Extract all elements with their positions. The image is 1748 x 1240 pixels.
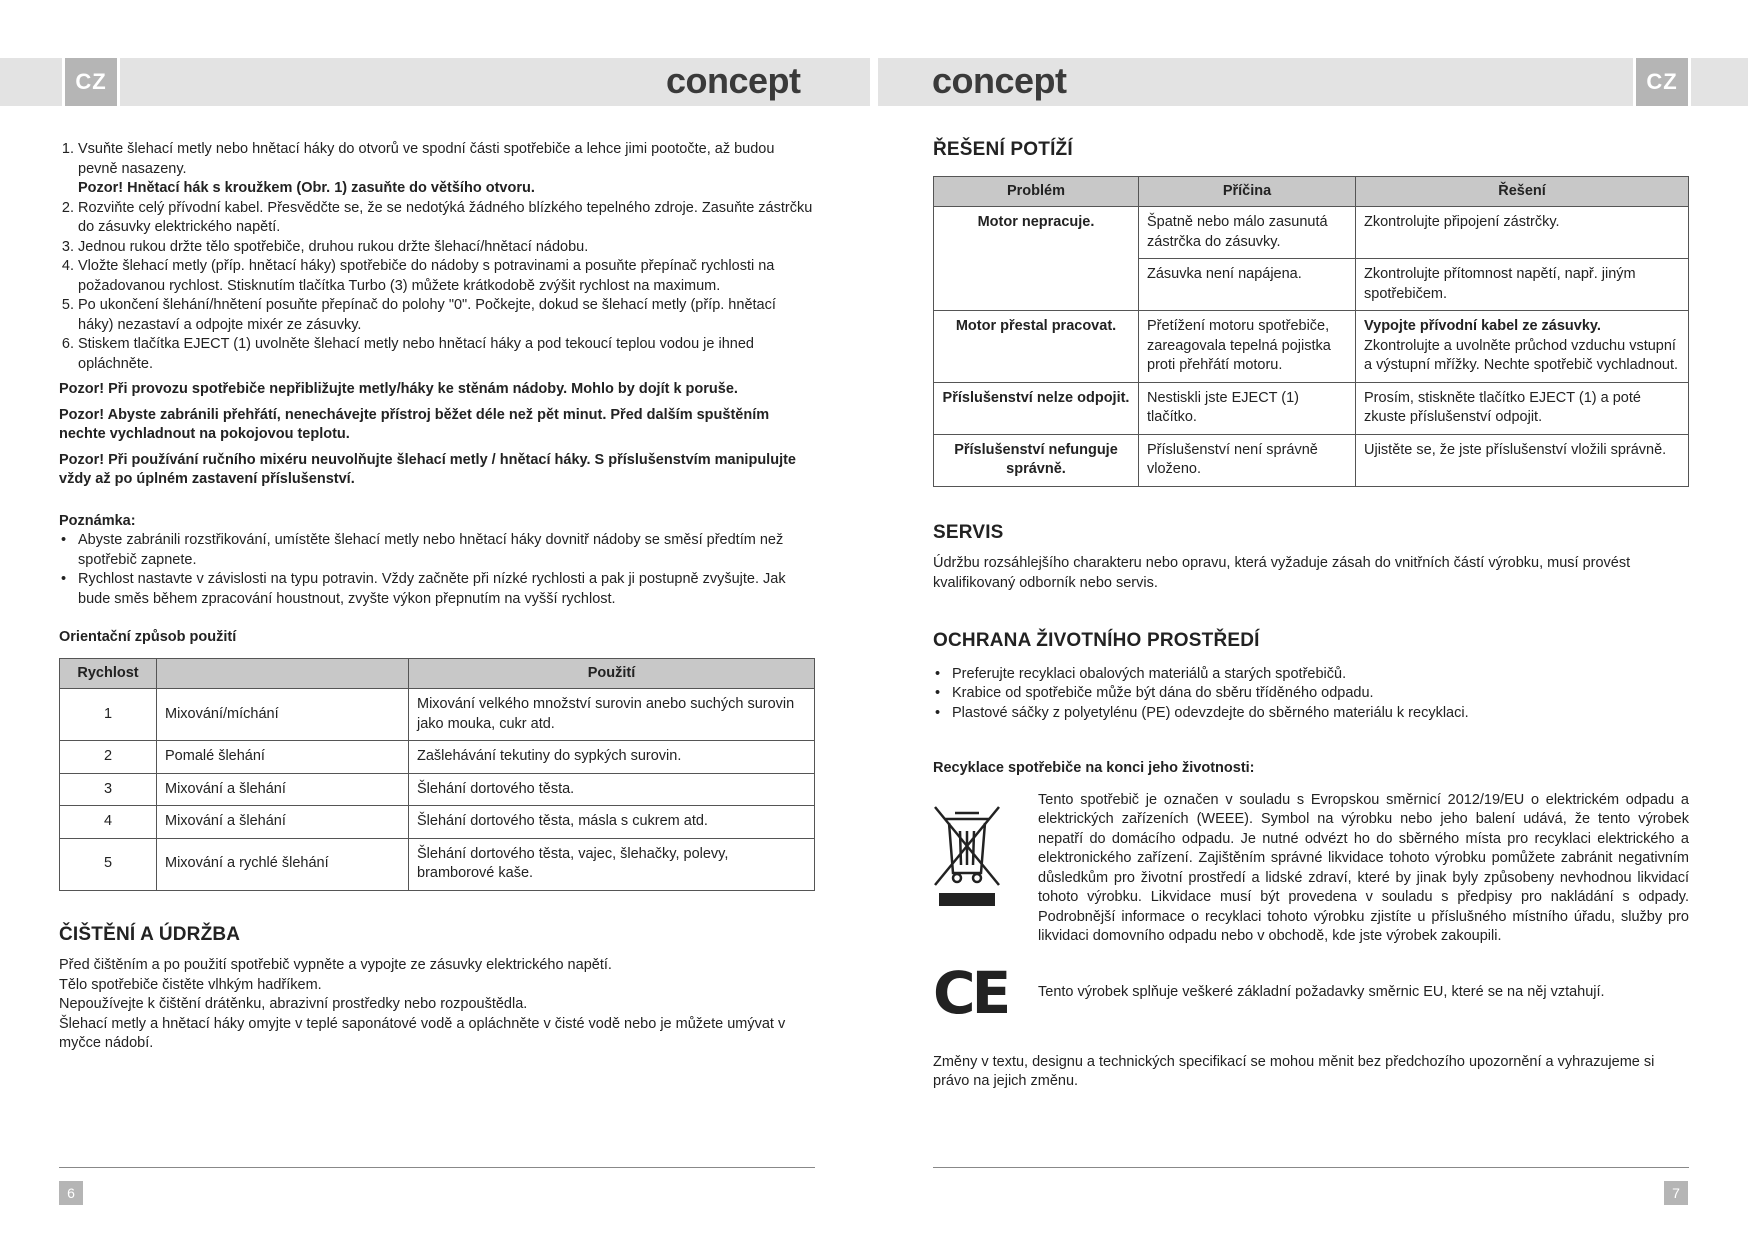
step-item: 5. Po ukončení šlehání/hnětení posuňte přepínač do polohy "0". Počkejte, dokud se šlehací metly (příp. hnětací háky) nezastaví a odpojte mixér ze zásuvky. [78,296,815,335]
ce-block [933,958,1689,1027]
table-row: Příslušenství nefunguje správně. Příslušenství není správně vloženo. Ujistěte se, že jste příslušenství vložili správně. [934,434,1689,486]
table-row: 5 Mixování a rychlé šlehání Šlehání dortového těsta, vajec, šlehačky, polevy, bramborové kaše. [60,838,815,890]
recycle-title: Recyklace spotřebiče na konci jeho životnosti: [933,760,1255,776]
warning-text: Pozor! Při provozu spotřebiče nepřibližujte metly/háky ke stěnám nádoby. Mohlo by dojít k poruše. [59,381,738,397]
environment-list [933,665,1689,724]
usage-title: Orientační způsob použití [59,629,237,645]
left-page [59,140,815,1054]
language-badge-right: CZ [1633,58,1691,106]
note-item: • Rychlost nastavte v závislosti na typu potravin. Vždy začněte při nízké rychlosti a pak ji postupně zvyšujte. Jak bude směs během zpracování houstnout, zvyšte výkon přepnutím na vyšší rychlost. [78,570,815,609]
cleaning-text: Před čištěním a po použití spotřebič vypněte a vypojte ze zásuvky elektrického napětí. Tělo spotřebiče čistěte vlhkým hadříkem. Nepoužívejte k čištění drátěnku, abrazivní prostředky nebo rozpouštědla. Šlehací metly a hnětací háky omyjte v teplé saponátové vodě a opláchněte v čisté vodě nebo je můžete umývat v myčce nádobí. [59,957,786,1051]
brand-logo-right: concept [932,60,1067,101]
ce-mark-icon: CE [933,958,1008,1027]
table-row: Příslušenství nelze odpojit. Nestiskli jste EJECT (1) tlačítko. Prosím, stiskněte tlačítko EJECT (1) a poté zkuste příslušenství odpojit. [934,382,1689,434]
step-item: 3. Jednou rukou držte tělo spotřebiče, druhou rukou držte šlehací/hnětací nádobu. [78,238,815,258]
page-number-left: 6 [59,1181,83,1205]
table-header: Příčina [1139,176,1356,207]
table-row: Motor přestal pracovat. Přetížení motoru spotřebiče, zareagovala tepelná pojistka proti přehřátí motoru. Vypojte přívodní kabel ze zásuvky. Zkontrolujte a uvolněte průchod vzduchu vstupní a výstupní mřížky. Nechte spotřebič vychladnout. [934,311,1689,383]
language-badge-left: CZ [62,58,120,106]
instruction-steps [59,140,815,374]
section-title-troubleshooting: ŘEŠENÍ POTÍŽÍ [933,139,1073,160]
section-title-cleaning: ČIŠTĚNÍ A ÚDRŽBA [59,923,241,945]
section-title-service: SERVIS [933,521,1004,543]
section-title-environment: OCHRANA ŽIVOTNÍHO PROSTŘEDÍ [933,630,1260,651]
step-note: Pozor! Hnětací hák s kroužkem (Obr. 1) zasuňte do většího otvoru. [78,180,535,196]
table-header: Problém [934,176,1139,207]
table-header: Rychlost [60,658,157,689]
list-item: • Preferujte recyklaci obalových materiálů a starých spotřebičů. [952,665,1689,685]
table-row: 3 Mixování a šlehání Šlehání dortového těsta. [60,773,815,806]
table-row: Zásuvka není napájena. Zkontrolujte přítomnost napětí, např. jiným spotřebičem. [934,259,1689,311]
list-item: • Plastové sáčky z polyetylénu (PE) odevzdejte do sběrného materiálu k recyklaci. [952,704,1689,724]
weee-bin-icon [933,791,1038,947]
right-page [933,140,1689,1092]
weee-text: Tento spotřebič je označen v souladu s Evropskou směrnicí 2012/19/EU o elektrickém odpadu a elektrických zařízeních (WEEE). Symbol na výrobku nebo jeho balení udává, že tento výrobek nepatří do domácího odpadu. Je nutné odvézt ho do sběrného místa pro recyklaci elektrického a elektronického zařízení. Zajištěním správné likvidace tohoto výrobku pomůžete zabránit negativním důsledkům pro životní prostředí a lidské zdraví, které by jinak byly způsobeny nevhodnou likvidací tohoto výrobku. Likvidace musí být provedena v souladu s předpisy pro nakládání s odpady. Podrobnější informace o recyklaci tohoto výrobku zjistíte u příslušného místního úřadu, služby pro likvidaci domovního odpadu nebo v obchodě, kde jste výrobek zakoupili. [1038,791,1689,944]
table-row: 1 Mixování/míchání Mixování velkého množství surovin anebo suchých surovin jako mouka, cukr atd. [60,689,815,741]
warning-text: Pozor! Při používání ručního mixéru neuvolňujte šlehací metly / hnětací háky. S příslušenstvím manipulujte vždy až po úplném zastavení příslušenství. [59,451,796,487]
footer-divider-left [59,1167,815,1168]
brand-logo-left: concept [666,60,801,101]
notes-list [59,531,815,609]
step-item: 6. Stiskem tlačítka EJECT (1) uvolněte šlehací metly nebo hnětací háky a pod tekoucí teplou vodou je ihned opláchněte. [78,335,815,374]
list-item: • Krabice od spotřebiče může být dána do sběru tříděného odpadu. [952,684,1689,704]
table-row: Motor nepracuje. Špatně nebo málo zasunutá zástrčka do zásuvky. Zkontrolujte připojení zástrčky. [934,207,1689,259]
table-header: Řešení [1356,176,1689,207]
note-item: • Abyste zabránili rozstřikování, umístěte šlehací metly nebo hnětací háky dovnitř nádoby se směsí předtím než spotřebič zapnete. [78,531,815,570]
step-item: 1. Vsuňte šlehací metly nebo hnětací háky do otvorů ve spodní části spotřebiče a lehce jimi pootočte, až budou pevně nasazeny. Pozor! Hnětací hák s kroužkem (Obr. 1) zasuňte do většího otvoru. [78,140,815,199]
weee-block [933,791,1689,947]
warning-text: Pozor! Abyste zabránili přehřátí, nenechávejte přístroj běžet déle než pět minut. Před dalším spuštěním nechte vychladnout na pokojovou teplotu. [59,406,770,442]
step-item: 4. Vložte šlehací metly (příp. hnětací háky) spotřebiče do nádoby s potravinami a posuňte přepínač rychlosti na požadovanou rychlost. Stisknutím tlačítka Turbo (3) můžete krátkodobě zvýšit rychlost na maximum. [78,257,815,296]
footer-divider-right [933,1167,1689,1168]
table-row: 2 Pomalé šlehání Zašlehávání tekutiny do sypkých surovin. [60,741,815,774]
step-item: 2. Rozviňte celý přívodní kabel. Přesvědčte se, že se nedotýká žádného blízkého tepelného zdroje. Zasuňte zástrčku do zásuvky elektrického napětí. [78,199,815,238]
table-header [157,658,409,689]
table-row: 4 Mixování a šlehání Šlehání dortového těsta, másla s cukrem atd. [60,806,815,839]
ce-text: Tento výrobek splňuje veškeré základní požadavky směrnic EU, které se na něj vztahují. [1038,983,1605,1000]
service-text: Údržbu rozsáhlejšího charakteru nebo opravu, která vyžaduje zásah do vnitřních částí výrobku, musí provést kvalifikovaný odborník nebo servis. [933,555,1631,591]
usage-table [59,658,815,891]
troubleshooting-table [933,176,1689,487]
note-title: Poznámka: [59,512,136,529]
page-number-right: 7 [1664,1181,1688,1205]
changes-text: Změny v textu, designu a technických specifikací se mohou měnit bez předchozího upozornění a vyhrazujeme si právo na jejich změnu. [933,1053,1655,1089]
table-header: Použití [409,658,815,689]
